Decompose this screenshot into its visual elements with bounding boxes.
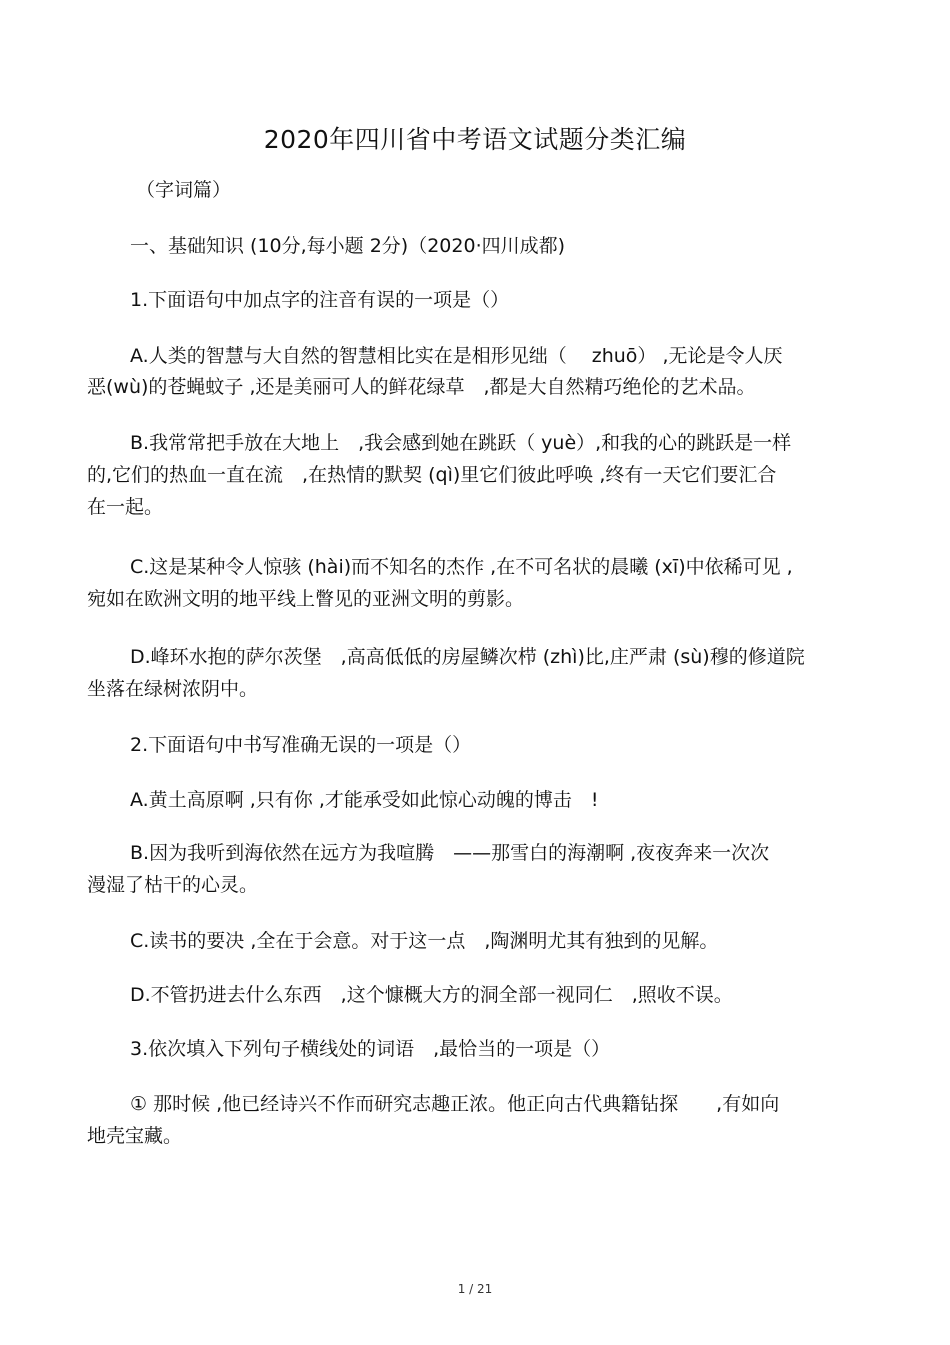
document-title: 2020年四川省中考语文试题分类汇编	[263, 125, 687, 154]
q1-option-b-line-3: 在一起。	[87, 496, 164, 518]
q2-option-a: A.黄土高原啊 ,只有你 ,才能承受如此惊心动魄的博击 !	[130, 789, 599, 811]
q1-option-b-line-1: B.我常常把手放在大地上 ,我会感到她在跳跃（ yuè）,和我的心的跳跃是一样	[130, 432, 792, 454]
q2-option-c: C.读书的要决 ,全在于会意。对于这一点 ,陶渊明尤其有独到的见解。	[130, 930, 719, 952]
q2-option-b-line-1: B.因为我听到海依然在远方为我喧腾 ——那雪白的海潮啊 ,夜夜奔来一次次	[130, 842, 770, 864]
q1-option-c-line-1: C.这是某种令人惊骇 (hài)而不知名的杰作 ,在不可名状的晨曦 (xī)中依稀可见 ,	[130, 556, 793, 578]
question-2-stem: 2.下面语句中书写准确无误的一项是（）	[130, 734, 472, 756]
q2-option-b-line-2: 漫湿了枯干的心灵。	[87, 874, 259, 896]
document-subtitle: （字词篇）	[136, 179, 232, 201]
section-heading: 一、基础知识 (10分,每小题 2分)（2020·四川成都)	[130, 235, 566, 257]
q2-option-d: D.不管扔进去什么东西 ,这个慷概大方的洞全部一视同仁 ,照收不误。	[130, 984, 733, 1006]
q1-option-a-line-2: 恶(wù)的苍蝇蚊子 ,还是美丽可人的鲜花绿草 ,都是大自然精巧绝伦的艺术品。	[87, 376, 756, 398]
question-3-stem: 3.依次填入下列句子横线处的词语 ,最恰当的一项是（）	[130, 1038, 611, 1060]
page-number: 1 / 21	[457, 1282, 493, 1296]
q1-option-b-line-2: 的,它们的热血一直在流 ,在热情的默契 (qì)里它们彼此呼唤 ,终有一天它们要汇合	[87, 464, 777, 486]
question-1-stem: 1.下面语句中加点字的注音有误的一项是（）	[130, 289, 510, 311]
q1-option-d-line-1: D.峰环水抱的萨尔茨堡 ,高高低低的房屋鳞次栉 (zhì)比,庄严肃 (sù)穆的修道院	[130, 646, 805, 668]
q3-item-1-line-2: 地壳宝藏。	[87, 1125, 183, 1147]
q3-item-1-line-1: ① 那时候 ,他已经诗兴不作而研究志趣正浓。他正向古代典籍钻探 ,有如向	[130, 1093, 780, 1115]
q1-option-c-line-2: 宛如在欧洲文明的地平线上瞥见的亚洲文明的剪影。	[87, 588, 525, 610]
q1-option-a-line-1: A.人类的智慧与大自然的智慧相比实在是相形见绌（ zhuō） ,无论是令人厌	[130, 345, 783, 367]
q1-option-d-line-2: 坐落在绿树浓阴中。	[87, 678, 259, 700]
